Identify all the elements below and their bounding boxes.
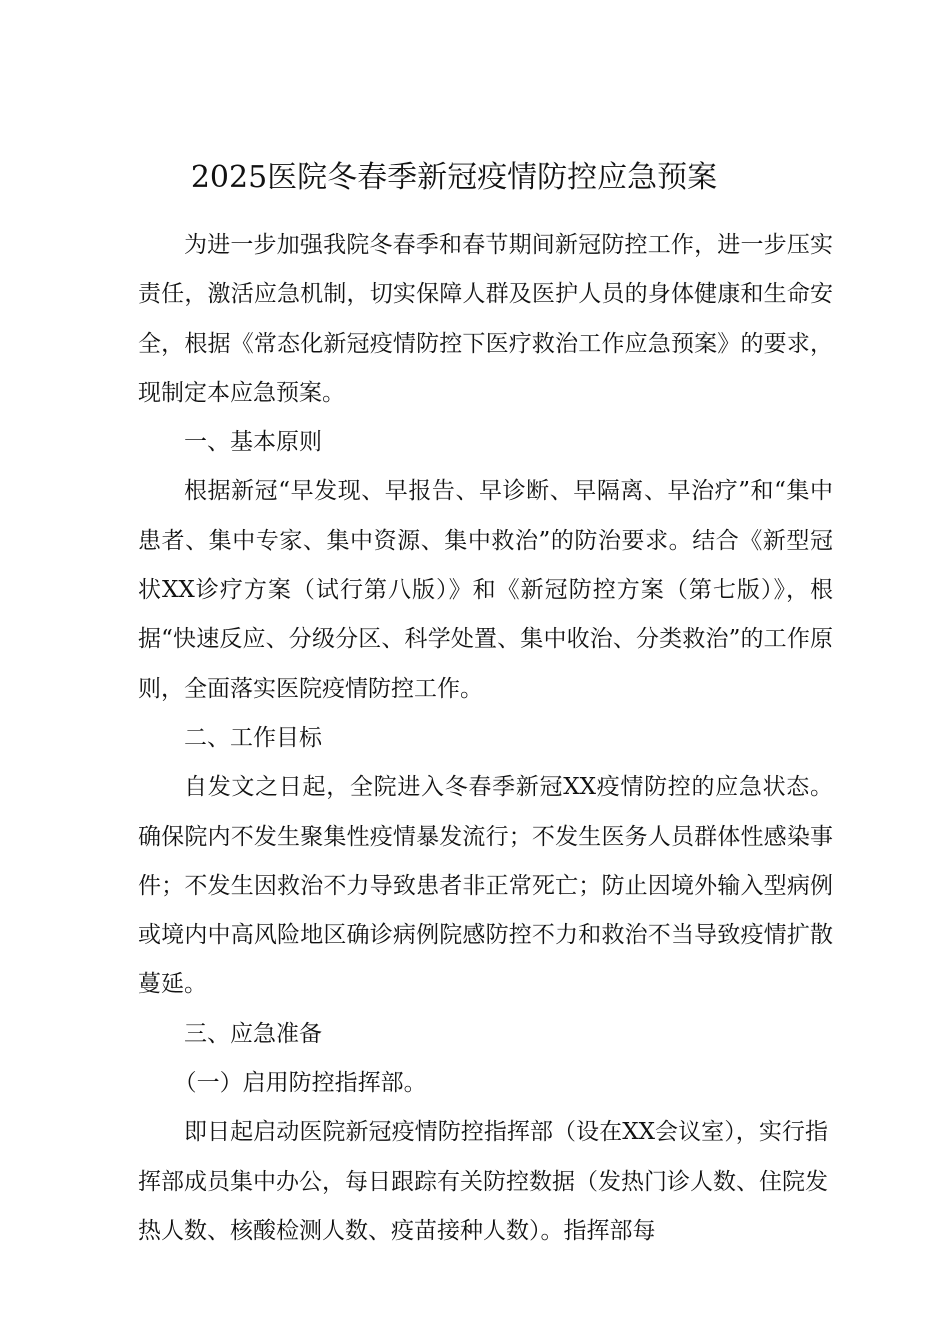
section-1-heading: 一、基本原则 bbox=[184, 429, 322, 456]
document-body bbox=[138, 221, 833, 1256]
section-3-heading: 三、应急准备 bbox=[184, 1020, 322, 1047]
intro-paragraph: 为进一步加强我院冬春季和春节期间新冠防控工作，进一步压实责任，激活应急机制，切实保障人群及医护人员的身体健康和生命安全，根据《常态化新冠疫情防控下医疗救治工作应急预案》的要求，现制定本应急预案。 bbox=[138, 232, 833, 406]
section-1-paragraph: 根据新冠“早发现、早报告、早诊断、早隔离、早治疗”和“集中患者、集中专家、集中资源、集中救治”的防治要求。结合《新型冠状XX诊疗方案（试行第八版）》和《新冠防控方案（第七版）》，根据“快速反应、分级分区、科学处置、集中收治、分类救治”的工作原则，全面落实医院疫情防控工作。 bbox=[138, 478, 833, 702]
section-3-sub-1-paragraph: 即日起启动医院新冠疫情防控指挥部（设在XX会议室），实行指挥部成员集中办公，每日跟踪有关防控数据（发热门诊人数、住院发热人数、核酸检测人数、疫苗接种人数）。指挥部每 bbox=[138, 1119, 828, 1244]
section-3-subheading-1: （一）启用防控指挥部。 bbox=[173, 1070, 427, 1097]
section-2-heading: 二、工作目标 bbox=[184, 724, 322, 751]
document-title: 2025医院冬春季新冠疫情防控应急预案 bbox=[190, 160, 718, 196]
section-2-paragraph: 自发文之日起，全院进入冬春季新冠XX疫情防控的应急状态。确保院内不发生聚集性疫情暴发流行；不发生医务人员群体性感染事件；不发生因救治不力导致患者非正常死亡；防止因境外输入型病例或境内中高风险地区确诊病例院感防控不力和救治不当导致疫情扩散蔓延。 bbox=[138, 774, 833, 998]
